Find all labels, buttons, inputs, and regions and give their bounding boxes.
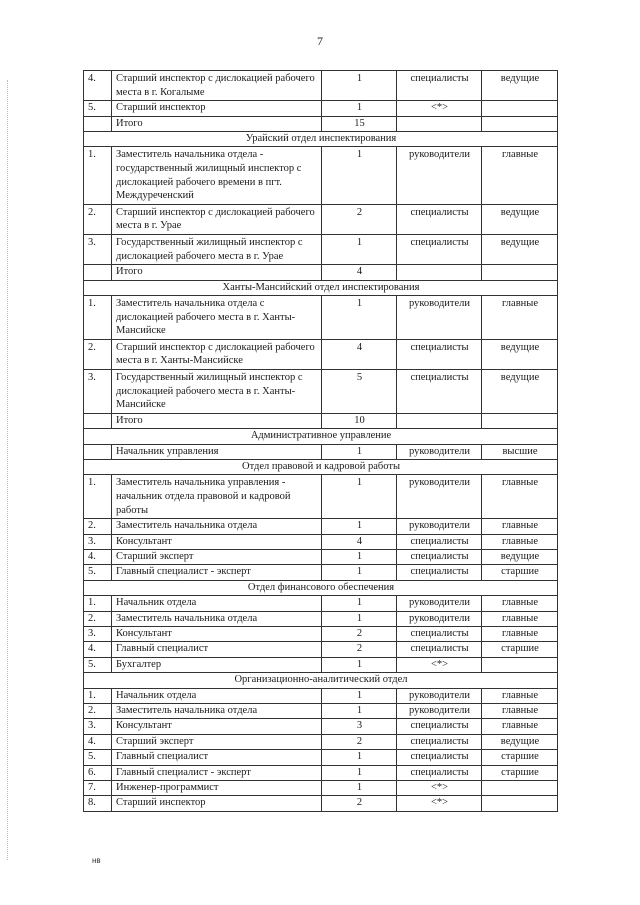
- position-group: старшие: [482, 750, 558, 765]
- position-name: Начальник управления: [112, 444, 322, 459]
- position-name: Консультант: [112, 534, 322, 549]
- position-group: главные: [482, 611, 558, 626]
- position-name: Старший инспектор с дислокацией рабочего места в г. Урае: [112, 204, 322, 234]
- table-row: [84, 734, 558, 749]
- position-category: специалисты: [397, 565, 482, 580]
- staff-count: 2: [322, 642, 397, 657]
- position-name: Старший инспектор: [112, 796, 322, 811]
- position-category: специалисты: [397, 339, 482, 369]
- position-group: ведущие: [482, 71, 558, 101]
- position-category: <*>: [397, 657, 482, 672]
- table-row: [84, 71, 558, 101]
- position-name: Старший инспектор: [112, 101, 322, 116]
- section-title: Организационно-аналитический отдел: [84, 673, 558, 688]
- section-title: Ханты-Мансийский отдел инспектирования: [84, 280, 558, 295]
- position-name: Старший эксперт: [112, 734, 322, 749]
- position-name: Главный специалист: [112, 750, 322, 765]
- row-number: 3.: [84, 626, 112, 641]
- position-category: специалисты: [397, 204, 482, 234]
- position-category: специалисты: [397, 765, 482, 780]
- table-row: [84, 295, 558, 339]
- position-name: Заместитель начальника отдела: [112, 611, 322, 626]
- table-row: [84, 642, 558, 657]
- section-header-row: [84, 580, 558, 595]
- row-number: 3.: [84, 369, 112, 413]
- total-row: [84, 413, 558, 428]
- table-row: [84, 781, 558, 796]
- table-row: [84, 534, 558, 549]
- position-group: ведущие: [482, 234, 558, 264]
- position-name: Главный специалист: [112, 642, 322, 657]
- position-group: ведущие: [482, 339, 558, 369]
- footer-initials: нв: [92, 856, 101, 865]
- position-category: специалисты: [397, 734, 482, 749]
- position-category: руководители: [397, 688, 482, 703]
- row-number: 5.: [84, 750, 112, 765]
- position-group: [482, 796, 558, 811]
- position-name: Заместитель начальника отдела: [112, 519, 322, 534]
- position-category: специалисты: [397, 234, 482, 264]
- table-row: [84, 519, 558, 534]
- position-group: главные: [482, 295, 558, 339]
- section-title: Отдел правовой и кадровой работы: [84, 459, 558, 474]
- section-header-row: [84, 280, 558, 295]
- table-row: [84, 234, 558, 264]
- position-category: руководители: [397, 475, 482, 519]
- staff-count: 1: [322, 688, 397, 703]
- staff-count: 3: [322, 719, 397, 734]
- position-group: главные: [482, 704, 558, 719]
- position-category: специалисты: [397, 719, 482, 734]
- staff-count: 4: [322, 265, 397, 280]
- table-row: [84, 765, 558, 780]
- table-row: [84, 204, 558, 234]
- position-category: [397, 413, 482, 428]
- position-category: специалисты: [397, 71, 482, 101]
- position-category: специалисты: [397, 369, 482, 413]
- position-name: Старший инспектор с дислокацией рабочего места в г. Ханты-Мансийске: [112, 339, 322, 369]
- row-number: 5.: [84, 101, 112, 116]
- table-row: [84, 339, 558, 369]
- position-category: руководители: [397, 295, 482, 339]
- table-row: [84, 704, 558, 719]
- position-category: <*>: [397, 781, 482, 796]
- staff-count: 15: [322, 116, 397, 131]
- staff-table-body: [84, 71, 558, 812]
- staff-count: 1: [322, 565, 397, 580]
- position-group: ведущие: [482, 369, 558, 413]
- row-number: 5.: [84, 657, 112, 672]
- staff-count: 2: [322, 796, 397, 811]
- position-category: специалисты: [397, 549, 482, 564]
- row-number: [84, 413, 112, 428]
- position-name: Главный специалист - эксперт: [112, 765, 322, 780]
- position-name: Итого: [112, 413, 322, 428]
- table-row: [84, 688, 558, 703]
- row-number: 1.: [84, 596, 112, 611]
- row-number: 5.: [84, 565, 112, 580]
- position-name: Государственный жилищный инспектор с дислокацией рабочего места в г. Урае: [112, 234, 322, 264]
- table-row: [84, 475, 558, 519]
- position-category: руководители: [397, 147, 482, 204]
- position-category: специалисты: [397, 534, 482, 549]
- position-name: Инженер-программист: [112, 781, 322, 796]
- staff-count: 1: [322, 765, 397, 780]
- table-row: [84, 147, 558, 204]
- position-group: главные: [482, 519, 558, 534]
- position-name: Начальник отдела: [112, 688, 322, 703]
- position-category: руководители: [397, 596, 482, 611]
- position-category: руководители: [397, 444, 482, 459]
- section-header-row: [84, 132, 558, 147]
- row-number: 1.: [84, 688, 112, 703]
- position-name: Заместитель начальника отдела: [112, 704, 322, 719]
- staff-count: 1: [322, 295, 397, 339]
- row-number: 4.: [84, 71, 112, 101]
- position-group: старшие: [482, 765, 558, 780]
- position-group: [482, 657, 558, 672]
- row-number: 4.: [84, 734, 112, 749]
- staff-count: 10: [322, 413, 397, 428]
- table-row: [84, 719, 558, 734]
- position-group: главные: [482, 596, 558, 611]
- position-category: специалисты: [397, 642, 482, 657]
- page-number: 7: [317, 34, 323, 48]
- staff-count: 1: [322, 519, 397, 534]
- staff-count: 1: [322, 475, 397, 519]
- position-category: руководители: [397, 519, 482, 534]
- table-row: [84, 796, 558, 811]
- position-group: [482, 781, 558, 796]
- row-number: 4.: [84, 642, 112, 657]
- staff-count: 1: [322, 444, 397, 459]
- position-group: [482, 265, 558, 280]
- row-number: [84, 444, 112, 459]
- total-row: [84, 265, 558, 280]
- staff-table: [83, 70, 558, 812]
- table-row: [84, 101, 558, 116]
- staff-count: 2: [322, 734, 397, 749]
- position-name: Начальник отдела: [112, 596, 322, 611]
- position-category: <*>: [397, 101, 482, 116]
- staff-count: 1: [322, 750, 397, 765]
- staff-count: 1: [322, 549, 397, 564]
- scan-margin-marks: [7, 80, 9, 860]
- table-row: [84, 750, 558, 765]
- staff-count: 1: [322, 611, 397, 626]
- table-row: [84, 611, 558, 626]
- staff-count: 1: [322, 657, 397, 672]
- table-row: [84, 657, 558, 672]
- row-number: 8.: [84, 796, 112, 811]
- row-number: 6.: [84, 765, 112, 780]
- staff-count: 4: [322, 534, 397, 549]
- position-category: специалисты: [397, 626, 482, 641]
- row-number: 7.: [84, 781, 112, 796]
- staff-count: 1: [322, 147, 397, 204]
- staff-count: 1: [322, 71, 397, 101]
- staff-count: 4: [322, 339, 397, 369]
- section-header-row: [84, 673, 558, 688]
- position-name: Заместитель начальника отдела с дислокацией рабочего места в г. Ханты-Мансийске: [112, 295, 322, 339]
- position-name: Старший эксперт: [112, 549, 322, 564]
- staff-count: 1: [322, 596, 397, 611]
- staff-count: 2: [322, 626, 397, 641]
- row-number: 3.: [84, 719, 112, 734]
- row-number: [84, 265, 112, 280]
- section-title: Отдел финансового обеспечения: [84, 580, 558, 595]
- row-number: 2.: [84, 704, 112, 719]
- row-number: 3.: [84, 234, 112, 264]
- row-number: 1.: [84, 147, 112, 204]
- staff-count: 2: [322, 204, 397, 234]
- position-group: старшие: [482, 565, 558, 580]
- staff-count: 1: [322, 704, 397, 719]
- position-group: главные: [482, 719, 558, 734]
- table-row: [84, 549, 558, 564]
- table-row: [84, 369, 558, 413]
- position-group: ведущие: [482, 204, 558, 234]
- staff-count: 1: [322, 781, 397, 796]
- table-row: [84, 626, 558, 641]
- table-row: [84, 596, 558, 611]
- position-name: Главный специалист - эксперт: [112, 565, 322, 580]
- row-number: 2.: [84, 611, 112, 626]
- position-group: [482, 116, 558, 131]
- position-name: Государственный жилищный инспектор с дислокацией рабочего места в г. Ханты-Мансийске: [112, 369, 322, 413]
- row-number: 4.: [84, 549, 112, 564]
- position-name: Старший инспектор с дислокацией рабочего места в г. Когалыме: [112, 71, 322, 101]
- staff-count: 1: [322, 234, 397, 264]
- position-name: Консультант: [112, 626, 322, 641]
- position-group: главные: [482, 534, 558, 549]
- section-header-row: [84, 429, 558, 444]
- row-number: 3.: [84, 534, 112, 549]
- staff-count: 1: [322, 101, 397, 116]
- position-group: ведущие: [482, 549, 558, 564]
- row-number: 2.: [84, 519, 112, 534]
- position-group: главные: [482, 626, 558, 641]
- position-category: руководители: [397, 611, 482, 626]
- section-header-row: [84, 459, 558, 474]
- total-row: [84, 116, 558, 131]
- position-group: главные: [482, 475, 558, 519]
- position-name: Заместитель начальника отдела - государственный жилищный инспектор с дислокацией рабочего времени в пгт. Междуреченский: [112, 147, 322, 204]
- position-name: Итого: [112, 116, 322, 131]
- position-name: Итого: [112, 265, 322, 280]
- row-number: [84, 116, 112, 131]
- position-group: старшие: [482, 642, 558, 657]
- row-number: 2.: [84, 204, 112, 234]
- position-name: Консультант: [112, 719, 322, 734]
- row-number: 2.: [84, 339, 112, 369]
- position-name: Бухгалтер: [112, 657, 322, 672]
- position-category: специалисты: [397, 750, 482, 765]
- position-category: [397, 116, 482, 131]
- position-category: <*>: [397, 796, 482, 811]
- position-group: главные: [482, 688, 558, 703]
- row-number: 1.: [84, 475, 112, 519]
- position-category: руководители: [397, 704, 482, 719]
- row-number: 1.: [84, 295, 112, 339]
- table-row: [84, 444, 558, 459]
- position-name: Заместитель начальника управления - начальник отдела правовой и кадровой работы: [112, 475, 322, 519]
- staff-count: 5: [322, 369, 397, 413]
- position-group: [482, 413, 558, 428]
- table-row: [84, 565, 558, 580]
- section-title: Административное управление: [84, 429, 558, 444]
- position-category: [397, 265, 482, 280]
- section-title: Урайский отдел инспектирования: [84, 132, 558, 147]
- position-group: [482, 101, 558, 116]
- position-group: ведущие: [482, 734, 558, 749]
- position-group: высшие: [482, 444, 558, 459]
- position-group: главные: [482, 147, 558, 204]
